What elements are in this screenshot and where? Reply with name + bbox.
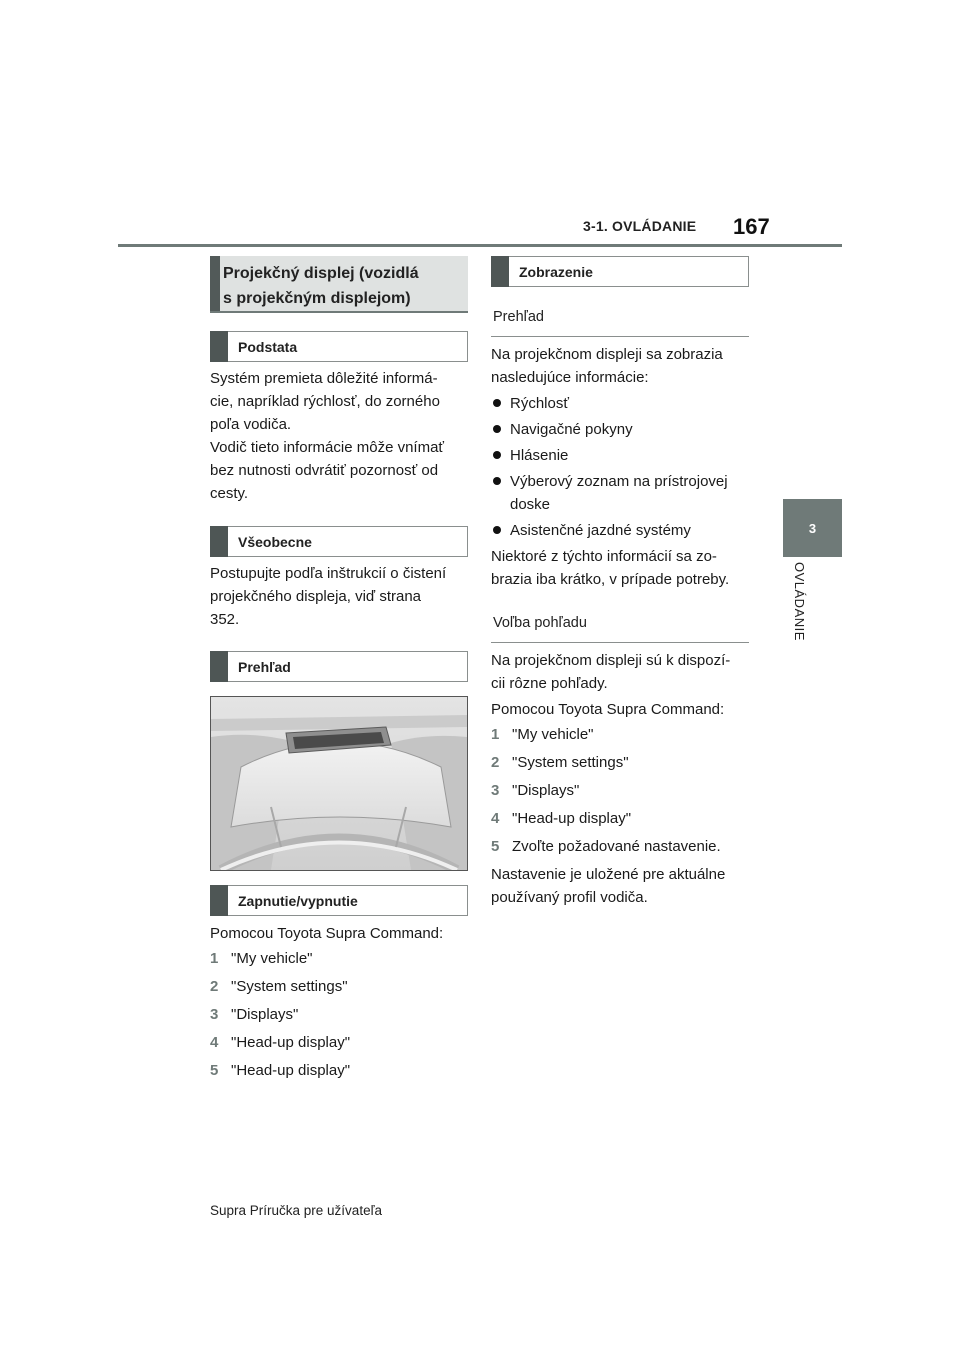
paragraph-podstata-1: Systém premieta dôležité informá- cie, napríklad rýchlosť, do zorného poľa vodiča. bbox=[210, 370, 440, 433]
step-item: 1 "My vehicle" bbox=[210, 950, 313, 967]
heading-prehlad: Prehľad bbox=[210, 651, 468, 682]
step-item: 5 "Head-up display" bbox=[210, 1062, 351, 1079]
subheading-prehlad: Prehľad bbox=[491, 305, 749, 337]
step-item: 5 Zvoľte požadované nastavenie. bbox=[491, 838, 721, 855]
heading-zobrazenie: Zobrazenie bbox=[491, 256, 749, 287]
step-item: 2 "System settings" bbox=[491, 754, 629, 771]
intro-zapnutie: Pomocou Toyota Supra Command: bbox=[210, 925, 444, 942]
step-item: 1 "My vehicle" bbox=[491, 726, 594, 743]
paragraph-prehlad-intro: Na projekčnom displeji sa zobrazia nasledujúce informácie: bbox=[491, 346, 723, 386]
step-item: 4 "Head-up display" bbox=[210, 1034, 351, 1051]
heading-vseobecne: Všeobecne bbox=[210, 526, 468, 557]
step-item: 4 "Head-up display" bbox=[491, 810, 632, 827]
footer-manual-title: Supra Príručka pre užívateľa bbox=[210, 1203, 383, 1218]
intro-volba: Pomocou Toyota Supra Command: bbox=[491, 701, 725, 718]
paragraph-volba-1: Na projekčnom displeji sú k dispozí- cii rôzne pohľady. bbox=[491, 652, 731, 692]
subheading-volba-pohladu: Voľba pohľadu bbox=[491, 611, 749, 643]
step-item: 2 "System settings" bbox=[210, 978, 348, 995]
paragraph-vseobecne: Postupujte podľa inštrukcií o čistení projekčného displeja, viď strana 352. bbox=[210, 565, 447, 628]
step-item: 3 "Displays" bbox=[210, 1006, 299, 1023]
bullet-item: Rýchlosť bbox=[493, 392, 753, 415]
heading-podstata: Podstata bbox=[210, 331, 468, 362]
chapter-tab: 3 bbox=[783, 499, 842, 557]
step-item: 3 "Displays" bbox=[491, 782, 580, 799]
main-heading: Projekčný displej (vozidlá s projekčným displejom) bbox=[210, 256, 468, 313]
running-header-section: 3-1. OVLÁDANIE bbox=[583, 218, 697, 234]
paragraph-podstata-2: Vodič tieto informácie môže vnímať bez nutnosti odvrátiť pozornosť od cesty. bbox=[210, 439, 445, 502]
header-rule bbox=[118, 244, 842, 247]
bullet-item: Výberový zoznam na prístrojovej doske bbox=[493, 470, 753, 516]
bullet-item: Asistenčné jazdné systémy bbox=[493, 519, 753, 542]
heading-zapnutie-vypnutie: Zapnutie/vypnutie bbox=[210, 885, 468, 916]
bullet-item: Navigačné pokyny bbox=[493, 418, 753, 441]
head-up-display-illustration bbox=[210, 696, 468, 871]
chapter-tab-label: OVLÁDANIE bbox=[792, 562, 807, 641]
bullet-item: Hlásenie bbox=[493, 444, 753, 467]
paragraph-volba-2: Nastavenie je uložené pre aktuálne používaný profil vodiča. bbox=[491, 866, 726, 906]
page-number: 167 bbox=[733, 214, 770, 239]
paragraph-prehlad-note: Niektoré z týchto informácií sa zo- brazia iba krátko, v prípade potreby. bbox=[491, 548, 730, 588]
